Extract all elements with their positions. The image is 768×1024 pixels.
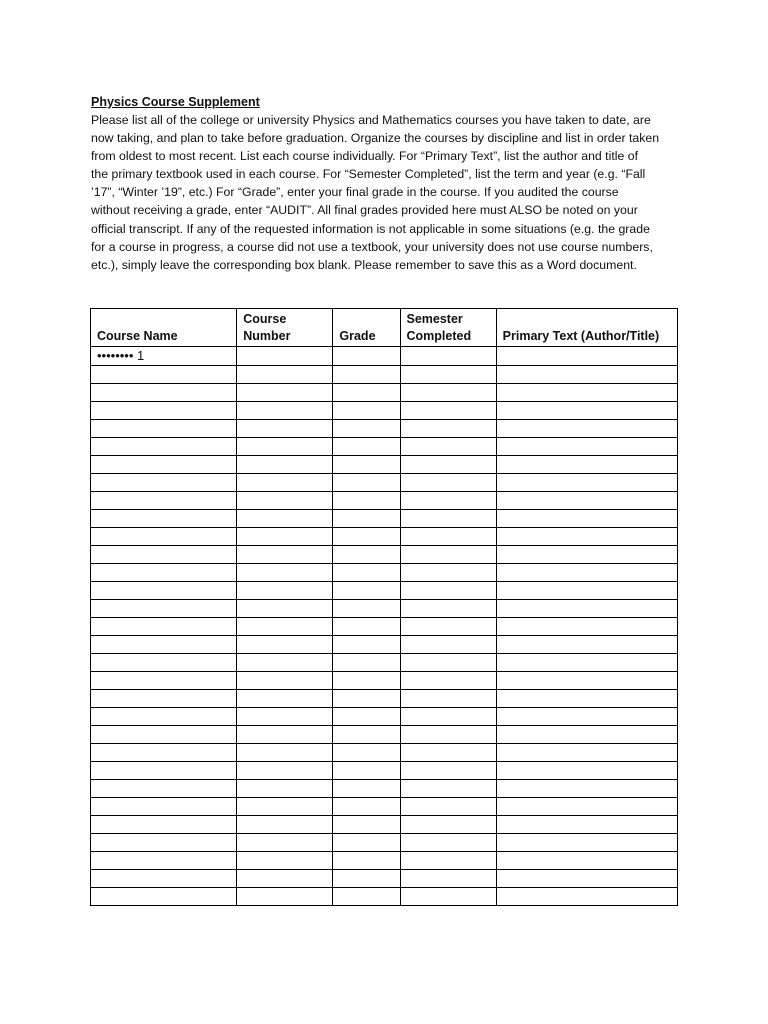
grade-cell[interactable] bbox=[333, 366, 400, 384]
course-number-cell[interactable] bbox=[237, 528, 333, 546]
primary-text-cell[interactable] bbox=[496, 474, 677, 492]
course-name-cell[interactable] bbox=[91, 366, 237, 384]
instruction-line: official transcript. If any of the requested information is not applicable in some situations (e.g. the grade bbox=[91, 221, 650, 236]
semester-completed-cell[interactable] bbox=[400, 636, 496, 654]
course-name-cell[interactable] bbox=[91, 510, 237, 528]
course-name-cell[interactable] bbox=[91, 636, 237, 654]
primary-text-cell[interactable] bbox=[496, 762, 677, 780]
course-name-cell[interactable] bbox=[91, 798, 237, 816]
course-number-cell[interactable] bbox=[237, 384, 333, 402]
primary-text-cell[interactable] bbox=[496, 780, 677, 798]
table-row bbox=[91, 510, 678, 528]
course-name-cell[interactable] bbox=[91, 582, 237, 600]
grade-cell[interactable] bbox=[333, 798, 400, 816]
instruction-line: ’17”, “Winter ’19”, etc.) For “Grade”, enter your final grade in the course. If you audited the course bbox=[91, 185, 619, 200]
primary-text-cell[interactable] bbox=[496, 456, 677, 474]
course-number-cell[interactable] bbox=[237, 726, 333, 744]
primary-text-cell[interactable] bbox=[496, 402, 677, 420]
instruction-line: for a course in progress, a course did not use a textbook, your university does not use course numbers, bbox=[91, 239, 653, 254]
header-course-number-label: Course Number bbox=[243, 312, 291, 343]
primary-text-cell[interactable] bbox=[496, 582, 677, 600]
course-number-cell[interactable] bbox=[237, 564, 333, 582]
table-row bbox=[91, 402, 678, 420]
course-name-cell[interactable] bbox=[91, 780, 237, 798]
instruction-line: Please list all of the college or university Physics and Mathematics courses you have taken to date, are bbox=[91, 113, 651, 127]
semester-completed-cell[interactable] bbox=[400, 726, 496, 744]
course-number-cell[interactable] bbox=[237, 366, 333, 384]
grade-cell[interactable] bbox=[333, 762, 400, 780]
grade-cell[interactable] bbox=[333, 384, 400, 402]
table-row bbox=[91, 690, 678, 708]
course-name-cell[interactable] bbox=[91, 600, 237, 618]
header-grade: Grade bbox=[333, 309, 400, 347]
semester-completed-cell[interactable] bbox=[400, 456, 496, 474]
course-number-cell[interactable] bbox=[237, 492, 333, 510]
header-semester-completed bbox=[400, 309, 496, 347]
course-name-cell[interactable] bbox=[91, 726, 237, 744]
primary-text-cell[interactable] bbox=[496, 852, 677, 870]
instruction-line: from oldest to most recent. List each course individually. For “Primary Text”, list the author and title of bbox=[91, 149, 638, 164]
course-name-cell[interactable] bbox=[91, 852, 237, 870]
grade-cell[interactable] bbox=[333, 402, 400, 420]
table-row bbox=[91, 636, 678, 654]
table-row bbox=[91, 366, 678, 384]
primary-text-cell[interactable] bbox=[496, 347, 677, 366]
primary-text-cell[interactable] bbox=[496, 384, 677, 402]
semester-completed-cell[interactable] bbox=[400, 780, 496, 798]
course-name-cell[interactable] bbox=[91, 438, 237, 456]
primary-text-cell[interactable] bbox=[496, 672, 677, 690]
table-row bbox=[91, 474, 678, 492]
primary-text-cell[interactable] bbox=[496, 618, 677, 636]
table-row bbox=[91, 672, 678, 690]
primary-text-cell[interactable] bbox=[496, 798, 677, 816]
semester-completed-cell[interactable] bbox=[400, 546, 496, 564]
course-number-cell[interactable] bbox=[237, 852, 333, 870]
semester-completed-cell[interactable] bbox=[400, 528, 496, 546]
course-number-cell[interactable] bbox=[237, 420, 333, 438]
instruction-line: the primary textbook used in each course. For “Semester Completed”, list the term and year (e.g. “Fall bbox=[91, 167, 646, 182]
grade-cell[interactable] bbox=[333, 816, 400, 834]
table-row bbox=[91, 744, 678, 762]
course-name-cell[interactable] bbox=[91, 834, 237, 852]
table-row bbox=[91, 852, 678, 870]
grade-cell[interactable] bbox=[333, 510, 400, 528]
course-name-cell[interactable] bbox=[91, 347, 237, 366]
grade-cell[interactable] bbox=[333, 420, 400, 438]
course-name-cell[interactable] bbox=[91, 384, 237, 402]
table-row bbox=[91, 600, 678, 618]
grade-cell[interactable] bbox=[333, 834, 400, 852]
primary-text-cell[interactable] bbox=[496, 564, 677, 582]
semester-completed-cell[interactable] bbox=[400, 474, 496, 492]
table-row bbox=[91, 708, 678, 726]
grade-cell[interactable] bbox=[333, 564, 400, 582]
course-number-cell[interactable] bbox=[237, 582, 333, 600]
semester-completed-cell[interactable] bbox=[400, 870, 496, 888]
instructions-paragraph bbox=[91, 111, 691, 274]
course-number-cell[interactable] bbox=[237, 762, 333, 780]
semester-completed-cell[interactable] bbox=[400, 654, 496, 672]
primary-text-cell[interactable] bbox=[496, 870, 677, 888]
semester-completed-cell[interactable] bbox=[400, 852, 496, 870]
cell-text: •••••••• 1 bbox=[97, 348, 145, 363]
semester-completed-cell[interactable] bbox=[400, 492, 496, 510]
table-row bbox=[91, 420, 678, 438]
semester-completed-cell[interactable] bbox=[400, 618, 496, 636]
course-number-cell[interactable] bbox=[237, 654, 333, 672]
grade-cell[interactable] bbox=[333, 492, 400, 510]
table-row bbox=[91, 870, 678, 888]
semester-completed-cell[interactable] bbox=[400, 690, 496, 708]
semester-completed-cell[interactable] bbox=[400, 347, 496, 366]
table-row bbox=[91, 762, 678, 780]
header-primary-text: Primary Text (Author/Title) bbox=[496, 309, 677, 347]
table-row bbox=[91, 492, 678, 510]
course-name-cell[interactable] bbox=[91, 690, 237, 708]
course-name-cell[interactable] bbox=[91, 402, 237, 420]
semester-completed-cell[interactable] bbox=[400, 510, 496, 528]
course-name-cell[interactable] bbox=[91, 546, 237, 564]
course-name-cell[interactable] bbox=[91, 744, 237, 762]
course-number-cell[interactable] bbox=[237, 438, 333, 456]
grade-cell[interactable] bbox=[333, 726, 400, 744]
semester-completed-cell[interactable] bbox=[400, 420, 496, 438]
grade-cell[interactable] bbox=[333, 672, 400, 690]
instruction-line: etc.), simply leave the corresponding box blank. Please remember to save this as a Word document. bbox=[91, 257, 637, 272]
table-row bbox=[91, 438, 678, 456]
course-number-cell[interactable] bbox=[237, 456, 333, 474]
instruction-line: now taking, and plan to take before graduation. Organize the courses by discipline and list in order taken bbox=[91, 131, 660, 146]
primary-text-cell[interactable] bbox=[496, 546, 677, 564]
primary-text-cell[interactable] bbox=[496, 888, 677, 906]
table-row bbox=[91, 546, 678, 564]
semester-completed-cell[interactable] bbox=[400, 708, 496, 726]
course-name-cell[interactable] bbox=[91, 762, 237, 780]
course-number-cell[interactable] bbox=[237, 798, 333, 816]
semester-completed-cell[interactable] bbox=[400, 564, 496, 582]
primary-text-cell[interactable] bbox=[496, 510, 677, 528]
table-row bbox=[91, 456, 678, 474]
primary-text-cell[interactable] bbox=[496, 492, 677, 510]
table-row bbox=[91, 834, 678, 852]
grade-cell[interactable] bbox=[333, 456, 400, 474]
header-course-number bbox=[237, 309, 333, 347]
course-name-cell[interactable] bbox=[91, 528, 237, 546]
semester-completed-cell[interactable] bbox=[400, 816, 496, 834]
course-name-cell[interactable] bbox=[91, 672, 237, 690]
course-name-cell[interactable] bbox=[91, 492, 237, 510]
table-row bbox=[91, 528, 678, 546]
grade-cell[interactable] bbox=[333, 780, 400, 798]
primary-text-cell[interactable] bbox=[496, 744, 677, 762]
table-row bbox=[91, 780, 678, 798]
course-number-cell[interactable] bbox=[237, 474, 333, 492]
document-title: Physics Course Supplement bbox=[91, 95, 260, 109]
header-course-name: Course Name bbox=[91, 309, 237, 347]
course-number-cell[interactable] bbox=[237, 834, 333, 852]
course-table-body bbox=[91, 347, 678, 906]
instruction-line: without receiving a grade, enter “AUDIT”. All final grades provided here must ALSO be noted on your bbox=[91, 203, 638, 218]
table-row bbox=[91, 582, 678, 600]
table-row bbox=[91, 654, 678, 672]
grade-cell[interactable] bbox=[333, 438, 400, 456]
header-semester-completed-label: Semester Completed bbox=[406, 312, 472, 343]
semester-completed-cell[interactable] bbox=[400, 744, 496, 762]
table-header-row bbox=[91, 309, 678, 347]
course-table bbox=[90, 308, 678, 906]
grade-cell[interactable] bbox=[333, 708, 400, 726]
primary-text-cell[interactable] bbox=[496, 420, 677, 438]
table-row bbox=[91, 816, 678, 834]
course-number-cell[interactable] bbox=[237, 816, 333, 834]
grade-cell[interactable] bbox=[333, 347, 400, 366]
primary-text-cell[interactable] bbox=[496, 726, 677, 744]
semester-completed-cell[interactable] bbox=[400, 402, 496, 420]
grade-cell[interactable] bbox=[333, 744, 400, 762]
primary-text-cell[interactable] bbox=[496, 690, 677, 708]
course-number-cell[interactable] bbox=[237, 744, 333, 762]
grade-cell[interactable] bbox=[333, 636, 400, 654]
grade-cell[interactable] bbox=[333, 528, 400, 546]
course-number-cell[interactable] bbox=[237, 546, 333, 564]
course-number-cell[interactable] bbox=[237, 888, 333, 906]
semester-completed-cell[interactable] bbox=[400, 366, 496, 384]
semester-completed-cell[interactable] bbox=[400, 762, 496, 780]
table-row bbox=[91, 347, 678, 366]
course-name-cell[interactable] bbox=[91, 816, 237, 834]
course-name-cell[interactable] bbox=[91, 474, 237, 492]
course-number-cell[interactable] bbox=[237, 870, 333, 888]
table-row bbox=[91, 618, 678, 636]
grade-cell[interactable] bbox=[333, 582, 400, 600]
table-row bbox=[91, 888, 678, 906]
course-number-cell[interactable] bbox=[237, 510, 333, 528]
primary-text-cell[interactable] bbox=[496, 636, 677, 654]
primary-text-cell[interactable] bbox=[496, 528, 677, 546]
semester-completed-cell[interactable] bbox=[400, 582, 496, 600]
grade-cell[interactable] bbox=[333, 654, 400, 672]
course-name-cell[interactable] bbox=[91, 870, 237, 888]
course-name-cell[interactable] bbox=[91, 456, 237, 474]
primary-text-cell[interactable] bbox=[496, 708, 677, 726]
semester-completed-cell[interactable] bbox=[400, 600, 496, 618]
course-number-cell[interactable] bbox=[237, 780, 333, 798]
course-name-cell[interactable] bbox=[91, 654, 237, 672]
grade-cell[interactable] bbox=[333, 546, 400, 564]
grade-cell[interactable] bbox=[333, 852, 400, 870]
semester-completed-cell[interactable] bbox=[400, 888, 496, 906]
course-number-cell[interactable] bbox=[237, 402, 333, 420]
course-number-cell[interactable] bbox=[237, 672, 333, 690]
grade-cell[interactable] bbox=[333, 690, 400, 708]
semester-completed-cell[interactable] bbox=[400, 798, 496, 816]
course-name-cell[interactable] bbox=[91, 564, 237, 582]
course-number-cell[interactable] bbox=[237, 600, 333, 618]
primary-text-cell[interactable] bbox=[496, 834, 677, 852]
table-row bbox=[91, 726, 678, 744]
grade-cell[interactable] bbox=[333, 618, 400, 636]
semester-completed-cell[interactable] bbox=[400, 384, 496, 402]
primary-text-cell[interactable] bbox=[496, 816, 677, 834]
primary-text-cell[interactable] bbox=[496, 366, 677, 384]
course-name-cell[interactable] bbox=[91, 888, 237, 906]
primary-text-cell[interactable] bbox=[496, 654, 677, 672]
course-name-cell[interactable] bbox=[91, 420, 237, 438]
course-number-cell[interactable] bbox=[237, 690, 333, 708]
table-row bbox=[91, 564, 678, 582]
semester-completed-cell[interactable] bbox=[400, 834, 496, 852]
course-number-cell[interactable] bbox=[237, 636, 333, 654]
course-number-cell[interactable] bbox=[237, 347, 333, 366]
grade-cell[interactable] bbox=[333, 600, 400, 618]
primary-text-cell[interactable] bbox=[496, 600, 677, 618]
course-name-cell[interactable] bbox=[91, 708, 237, 726]
table-row bbox=[91, 798, 678, 816]
semester-completed-cell[interactable] bbox=[400, 438, 496, 456]
course-number-cell[interactable] bbox=[237, 618, 333, 636]
semester-completed-cell[interactable] bbox=[400, 672, 496, 690]
grade-cell[interactable] bbox=[333, 870, 400, 888]
table-row bbox=[91, 384, 678, 402]
course-number-cell[interactable] bbox=[237, 708, 333, 726]
course-name-cell[interactable] bbox=[91, 618, 237, 636]
grade-cell[interactable] bbox=[333, 888, 400, 906]
grade-cell[interactable] bbox=[333, 474, 400, 492]
primary-text-cell[interactable] bbox=[496, 438, 677, 456]
